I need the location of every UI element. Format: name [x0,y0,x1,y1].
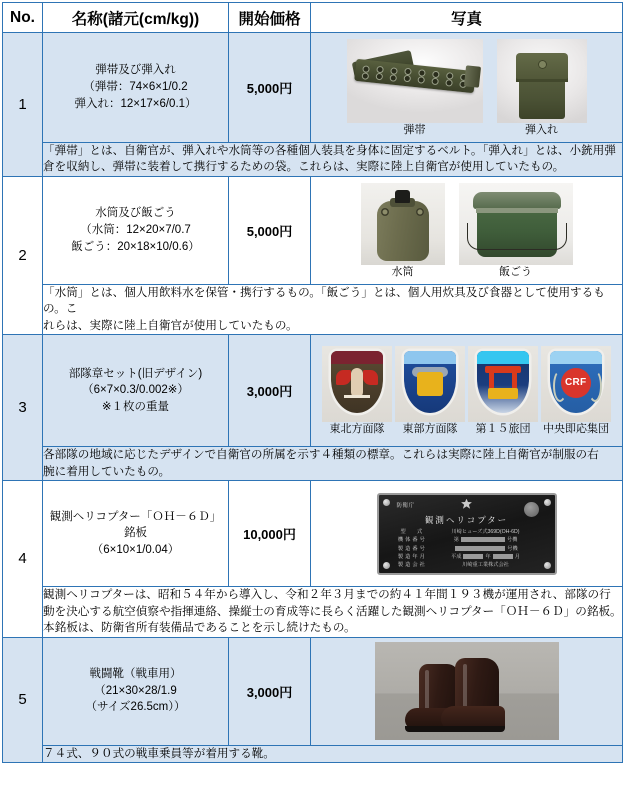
nameplate-field-row [395,536,543,544]
table-row [3,335,623,447]
description-line: 「水筒」とは、個人用飲料水を保管・携行するもの。「飯ごう」とは、個人用炊具及び食器として使用するもの。こ [43,285,605,316]
item-price-cell: 10,000円 [229,481,311,587]
item-spec-line: （サイズ26.5cm）） [85,701,186,714]
item-name-line: 銘板 [124,527,147,540]
photo-caption: 水筒 [391,265,414,278]
item-description-cell [43,143,623,177]
nameplate-field-label: 製 造 会 社 [397,562,426,569]
unit-badge-15th-brigade-photo [468,346,538,422]
description-line: ７４式、９０式の戦車乗員等が着用する靴。 [43,746,275,760]
nameplate-title: 観測ヘリコプター [424,514,509,525]
mess-kit-photo [459,183,573,265]
photo-item [347,39,483,137]
item-price-cell: 5,000円 [229,33,311,143]
screw-icon [544,562,551,569]
photo-caption: 弾入れ [525,123,558,136]
item-name-cell [43,481,229,587]
item-photo-cell [311,33,623,143]
photo-item [395,346,465,436]
item-spec-line: （6×7×0.3/0.002※） [82,384,189,397]
nameplate-field-label: 型 式 [400,528,423,535]
canteen-photo [361,183,445,265]
nameplate-field-row [395,528,543,536]
item-name-cell [43,33,229,143]
screw-icon [544,499,551,506]
screw-icon [383,562,390,569]
photo-item [361,183,445,279]
row-number-cell: 3 [3,335,43,481]
row-number-cell: 1 [3,33,43,177]
description-line: れらは、実際に陸上自衛官が使用していたもの。 [43,318,298,332]
photo-group [311,183,622,279]
nameplate-field-value: 第 号機 [453,537,518,544]
oh6d-nameplate-photo [369,490,565,578]
row-number-cell: 2 [3,176,43,334]
nameplate-field-value: 号機 [429,545,543,553]
nameplate-org: 防衛庁 [396,502,415,509]
description-line: 「弾帯」とは、自衛官が、弾入れや水筒等の各種個人装具を身体に固定するベルト。「弾入れ」とは、小銃用弾 [43,144,616,157]
row-number-cell: 5 [3,637,43,762]
description-line: 各部隊の地域に応じたデザインで自衛官の所属を示す４種類の標章。これらは実際に陸上自衛官が制服の右 [43,448,599,462]
description-line: 倉を収納し、弾帯に装着して携行するための袋。これらは、実際に陸上自衛官が使用していたもの。 [43,160,565,174]
photo-item [459,183,573,279]
photo-item [541,346,611,436]
photo-item [497,39,587,137]
column-header-name: 名称(諸元(cm/kg)) [43,3,229,33]
description-line: 腕に着用していたもの。 [43,464,171,478]
nameplate-field-row [395,553,543,561]
item-name-line: 観測ヘリコプター「ＯＨ－６Ｄ」 [49,510,222,523]
table-header-row [3,3,623,33]
item-price-cell: 3,000円 [229,637,311,745]
photo-caption: 東部方面隊 [402,422,458,435]
nameplate-field-value: 川崎ヒューズ式369D(OH-6D) [451,528,520,535]
description-row [3,587,623,637]
description-line: 本銘板は、防衛省所有装備品であることを示し続けたもの。 [43,621,356,635]
item-price-cell: 5,000円 [229,176,311,284]
item-description-cell [43,447,623,481]
nameplate-fields [395,528,543,570]
photo-caption: 東北方面隊 [329,422,385,435]
row-number-cell: 4 [3,481,43,637]
nameplate [377,493,557,575]
nameplate-field-value: 平成 年 月 [451,553,520,560]
unit-badge-tobu-photo [395,346,465,422]
nameplate-field-label: 機 体 番 号 [397,537,426,544]
column-header-price: 開始価格 [229,3,311,33]
column-header-photo: 写真 [311,3,623,33]
unit-badge-tohoku-photo [322,346,392,422]
photo-caption: 弾帯 [403,123,426,136]
description-row [3,284,623,334]
photo-item [468,346,538,436]
item-photo-cell [311,176,623,284]
description-row [3,745,623,762]
item-name-line: 水筒及び飯ごう [95,207,176,220]
ammo-pouch-photo [497,39,587,123]
item-spec-line: （水筒：12×20×7/0.7 [80,224,191,237]
item-photo-cell [311,481,623,587]
screw-icon [383,499,390,506]
photo-caption: 第１５旅団 [475,422,531,435]
nameplate-field-label: 製 造 番 号 [397,545,426,552]
item-name-cell [43,637,229,745]
photo-item [369,490,565,578]
item-name-cell [43,176,229,284]
nameplate-field-row [395,561,543,569]
item-description-cell [43,284,623,334]
item-description-cell [43,745,623,762]
photo-caption: 中央即応集団 [543,422,609,435]
item-spec-line: （21×30×28/1.9 [94,684,177,697]
auction-item-sheet [0,2,624,802]
item-photo-cell [311,637,623,745]
item-name-line: 部隊章セット(旧デザイン) [68,367,203,380]
item-spec-line: （6×10×1/0.04） [91,544,180,556]
photo-caption: 飯ごう [499,265,532,278]
combat-boots-photo [375,642,559,740]
photo-item [322,346,392,436]
item-name-cell [43,335,229,447]
description-line: 動を決心する航空偵察や指揮連絡、操縦士の育成等に長らく活躍した観測ヘリコプター「ＯＨ－６Ｄ」の銘板。 [43,604,622,618]
nameplate-field-row [395,545,543,553]
nameplate-field-label: 製 造 年 月 [397,553,426,560]
table-row [3,637,623,745]
nameplate-field-value: 川崎重工業株式会社 [462,562,509,569]
item-spec-line: 飯ごう：20×18×10/0.6） [71,240,200,253]
description-line: 観測ヘリコプターは、昭和５４年から導入し、令和２年３月までの約４１年間１９３機が運用され、部隊の行 [43,588,611,602]
description-row [3,447,623,481]
item-spec-line: 弾入れ：12×17×6/0.1） [74,97,197,110]
table-row [3,33,623,143]
column-header-no: No. [3,3,43,33]
table-row [3,176,623,284]
auction-items-table [2,2,623,763]
unit-badge-crf-photo: CRF [541,346,611,422]
item-spec-note: ※１枚の重量 [101,401,170,414]
photo-group [311,346,622,436]
item-spec-line: （弾帯：74×6×1/0.2 [83,81,188,94]
item-photo-cell [311,335,623,447]
item-name-line: 弾帯及び弾入れ [95,64,176,77]
description-row [3,143,623,177]
item-description-cell [43,587,623,637]
item-name-line: 戦闘靴（戦車用） [89,668,182,681]
item-price-cell: 3,000円 [229,335,311,447]
photo-group [311,642,622,740]
cherry-blossom-crest-icon [461,499,473,510]
table-row [3,481,623,587]
photo-group [311,490,622,578]
photo-item [375,642,559,740]
belt-photo [347,39,483,123]
photo-group [311,39,622,137]
